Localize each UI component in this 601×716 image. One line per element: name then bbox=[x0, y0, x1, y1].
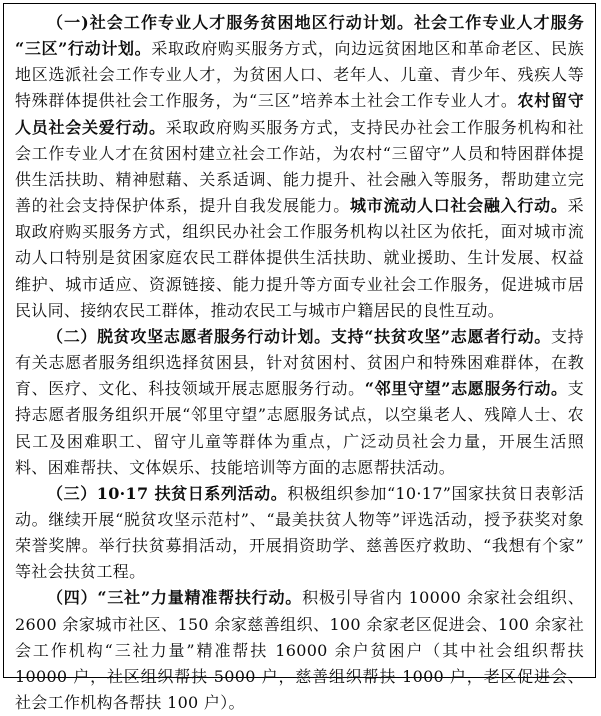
paragraph-1-body-1: 采取政府购买服务方式，向边远贫困地区和革命老区、民族地区选派社会工作专业人才，为贫困人口、老年人、儿童、青少年、残疾人等特殊群体提供社会工作服务，为“三区”培养本土社会工作专业人才。 bbox=[15, 39, 584, 111]
paragraph-1 bbox=[15, 10, 584, 324]
document-content bbox=[4, 4, 595, 716]
paragraph-3 bbox=[15, 481, 584, 586]
paragraph-4-heading: （四）“三社”力量精准帮扶行动。 bbox=[47, 588, 303, 608]
paragraph-1-subheading-rural: 农村留守人员社会关爱行动。 bbox=[15, 91, 584, 137]
document-page bbox=[3, 3, 596, 713]
paragraph-2-body-2: 支持志愿者服务组织开展“邻里守望”志愿服务试点，以空巢老人、残障人士、农民工及困难职工、留守儿童等群体为重点，广泛动员社会力量，开展生活照料、困难帮扶、文体娱乐、技能培训等方面的志愿帮扶活动。 bbox=[15, 379, 584, 477]
paragraph-3-heading: （三）10·17 扶贫日系列活动。 bbox=[47, 483, 288, 503]
paragraph-1-body-2: 采取政府购买服务方式，支持民办社会工作服务机构和社会工作专业人才在贫困村建立社会工作站，为农村“三留守”人员和特困群体提供生活扶助、精神慰藉、关系适调、能力提升、社会融入等服务，帮助建立完善的社会支持保护体系，提升自我发展能力。 bbox=[15, 117, 584, 216]
paragraph-1-subheading-urban: 城市流动人口社会融入行动。 bbox=[349, 196, 568, 216]
paragraph-3-body: 积极组织参加“10·17”国家扶贫日表彰活动。继续开展“脱贫攻坚示范村”、“最美扶贫人物等”评选活动，授予获奖对象荣誉奖牌。举行扶贫募捐活动，开展捐资助学、慈善医疗救助、“我想有个家”等社会扶贫工程。 bbox=[15, 483, 584, 582]
paragraph-1-heading: （一)社会工作专业人才服务贫困地区行动计划。社会工作专业人才服务“三区”行动计划。 bbox=[15, 13, 584, 59]
paragraph-4 bbox=[15, 585, 584, 716]
paragraph-1-body-3: 采取政府购买服务方式，组织民办社会工作服务机构以社区为依托，面对城市流动人口特别是贫困家庭农民工群体提供生活扶助、就业援助、生计发展、权益维护、城市适应、资源链接、能力提升等方面专业社会工作服务，促进城市居民认同、接纳农民工群体，推动农民工与城市户籍居民的良性互动。 bbox=[15, 196, 584, 320]
paragraph-2 bbox=[15, 324, 584, 481]
paragraph-2-body-1: 支持有关志愿者服务组织选择贫困县，针对贫困村、贫困户和特殊困难群体，在教育、医疗、文化、科技领域开展志愿服务行动。 bbox=[15, 326, 584, 399]
paragraph-4-body: 积极引导省内 10000 余家社会组织、2600 余家城市社区、150 余家慈善组织、100 余家老区促进会、100 余家社会工作机构“三社力量”精准帮扶 16000 余户贫困户（其中社会组织帮扶 10000 户，社区组织帮扶 5000 户，慈善组织帮扶 1000 户，老区促进会、社会工作机构各帮扶 100 户）。 bbox=[15, 588, 584, 713]
paragraph-2-heading: （二）脱贫攻坚志愿者服务行动计划。支持“扶贫攻坚”志愿者行动。 bbox=[47, 326, 551, 346]
paragraph-2-subheading-neighbor: “邻里守望”志愿服务行动。 bbox=[364, 379, 568, 399]
